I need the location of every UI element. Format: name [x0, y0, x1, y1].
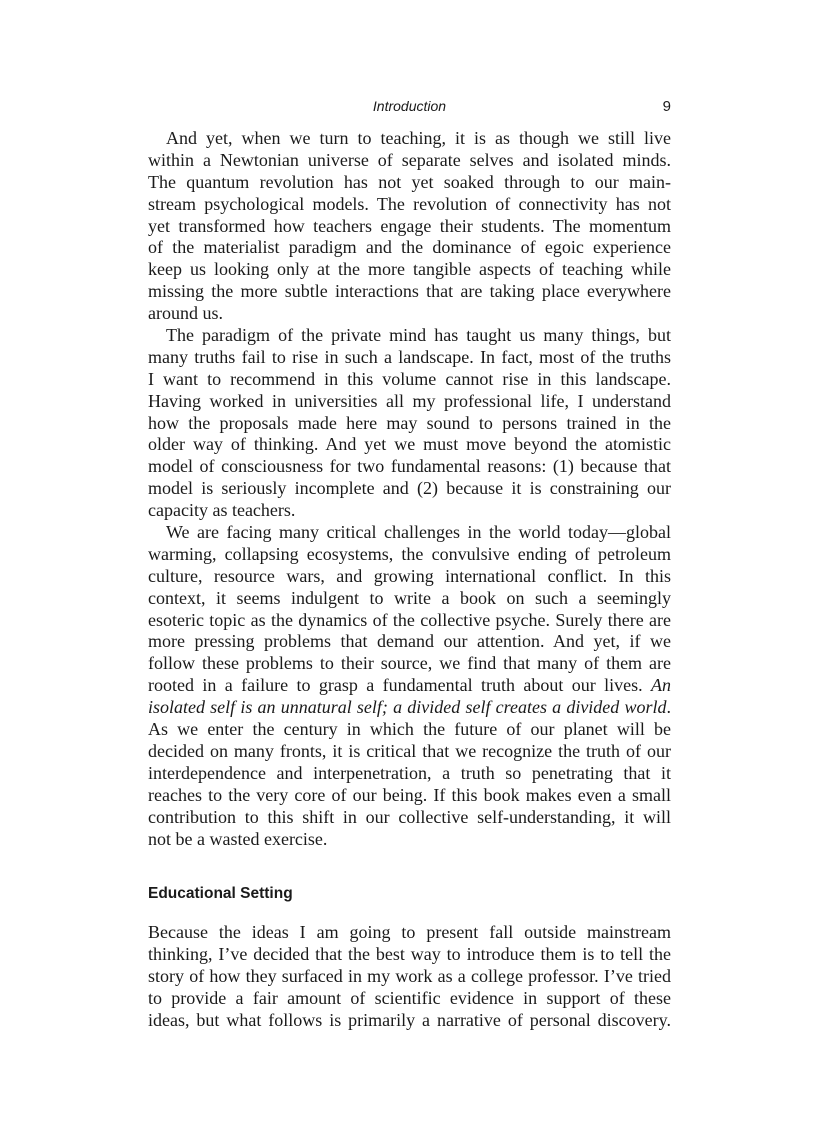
page-number: 9 — [662, 98, 671, 115]
text-line: keep us looking only at the more tangible aspects of teaching while — [148, 259, 671, 280]
text-line: As we enter the century in which the future of our planet will be — [148, 719, 671, 740]
text-line: within a Newtonian universe of separate selves and isolated minds. — [148, 149, 671, 170]
text-line: esoteric topic as the dynamics of the collective psyche. Surely there are — [148, 609, 671, 630]
text-line: And yet, when we turn to teaching, it is as though we still live — [166, 128, 671, 148]
text-line: Having worked in universities all my professional life, I understand — [148, 390, 671, 411]
text-line: story of how they surfaced in my work as a college professor. I’ve tried — [148, 965, 671, 986]
text-line — [148, 675, 671, 697]
text-line: capacity as teachers. — [148, 500, 296, 521]
text-line: culture, resource wars, and growing international conflict. In this — [148, 565, 671, 586]
text-line: follow these problems to their source, we find that many of them are — [148, 653, 671, 674]
text-line: thinking, I’ve decided that the best way to introduce them is to tell the — [148, 943, 671, 964]
text-line: interdependence and interpenetration, a truth so penetrating that it — [148, 762, 671, 783]
text-line: of the materialist paradigm and the dominance of egoic experience — [148, 237, 671, 258]
section-heading: Educational Setting — [148, 885, 293, 902]
paragraph — [148, 922, 671, 1031]
text-line: Because the ideas I am going to present fall outside mainstream — [148, 922, 671, 942]
text-line: decided on many fronts, it is critical that we recognize the truth of our — [148, 740, 671, 761]
text-line: missing the more subtle interactions that are taking place everywhere — [148, 281, 671, 302]
text-line: model of consciousness for two fundamental reasons: (1) because that — [148, 456, 671, 477]
text-line: how the proposals made here may sound to persons trained in the — [148, 412, 671, 433]
italic-text: isolated self is an unnatural self; a divided self creates a divided world — [148, 697, 667, 718]
text-line: warming, collapsing ecosystems, the convulsive ending of petroleum — [148, 543, 671, 564]
text-line: not be a wasted exercise. — [148, 828, 328, 849]
text-line: We are facing many critical challenges in the world today—global — [166, 522, 671, 543]
text-line: context, it seems indulgent to write a book on such a seemingly — [148, 587, 671, 608]
text-segment: rooted in a failure to grasp a fundamental truth about our lives. — [148, 675, 651, 696]
text-line: older way of thinking. And yet we must move beyond the atomistic — [148, 434, 671, 455]
text-line: around us. — [148, 303, 223, 324]
text-line: to provide a fair amount of scientific evidence in support of these — [148, 987, 671, 1008]
body-text — [148, 128, 671, 850]
text-line — [148, 697, 671, 719]
text-line: many truths fail to rise in such a landscape. In fact, most of the truths — [148, 346, 671, 367]
text-line: reaches to the very core of our being. If this book makes even a small — [148, 784, 671, 805]
text-line: I want to recommend in this volume cannot rise in this landscape. — [148, 368, 671, 389]
running-head — [148, 98, 671, 118]
text-line: yet transformed how teachers engage their students. The momentum — [148, 215, 671, 236]
paragraph — [148, 128, 671, 325]
text-line: The quantum revolution has not yet soaked through to our main- — [148, 171, 671, 192]
italic-text: An — [651, 675, 671, 696]
text-line: model is seriously incomplete and (2) because it is constraining our — [148, 478, 671, 499]
text-line: more pressing problems that demand our attention. And yet, if we — [148, 631, 671, 652]
running-head-title: Introduction — [372, 98, 447, 114]
text-line: The paradigm of the private mind has taught us many things, but — [166, 325, 671, 346]
text-line: contribution to this shift in our collective self-understanding, it will — [148, 806, 671, 827]
text-line: ideas, but what follows is primarily a narrative of personal discovery. — [148, 1009, 671, 1030]
paragraph — [148, 325, 671, 522]
text-line: stream psychological models. The revolution of connectivity has not — [148, 193, 671, 214]
paragraph — [148, 522, 671, 850]
text-segment: . — [666, 697, 671, 718]
